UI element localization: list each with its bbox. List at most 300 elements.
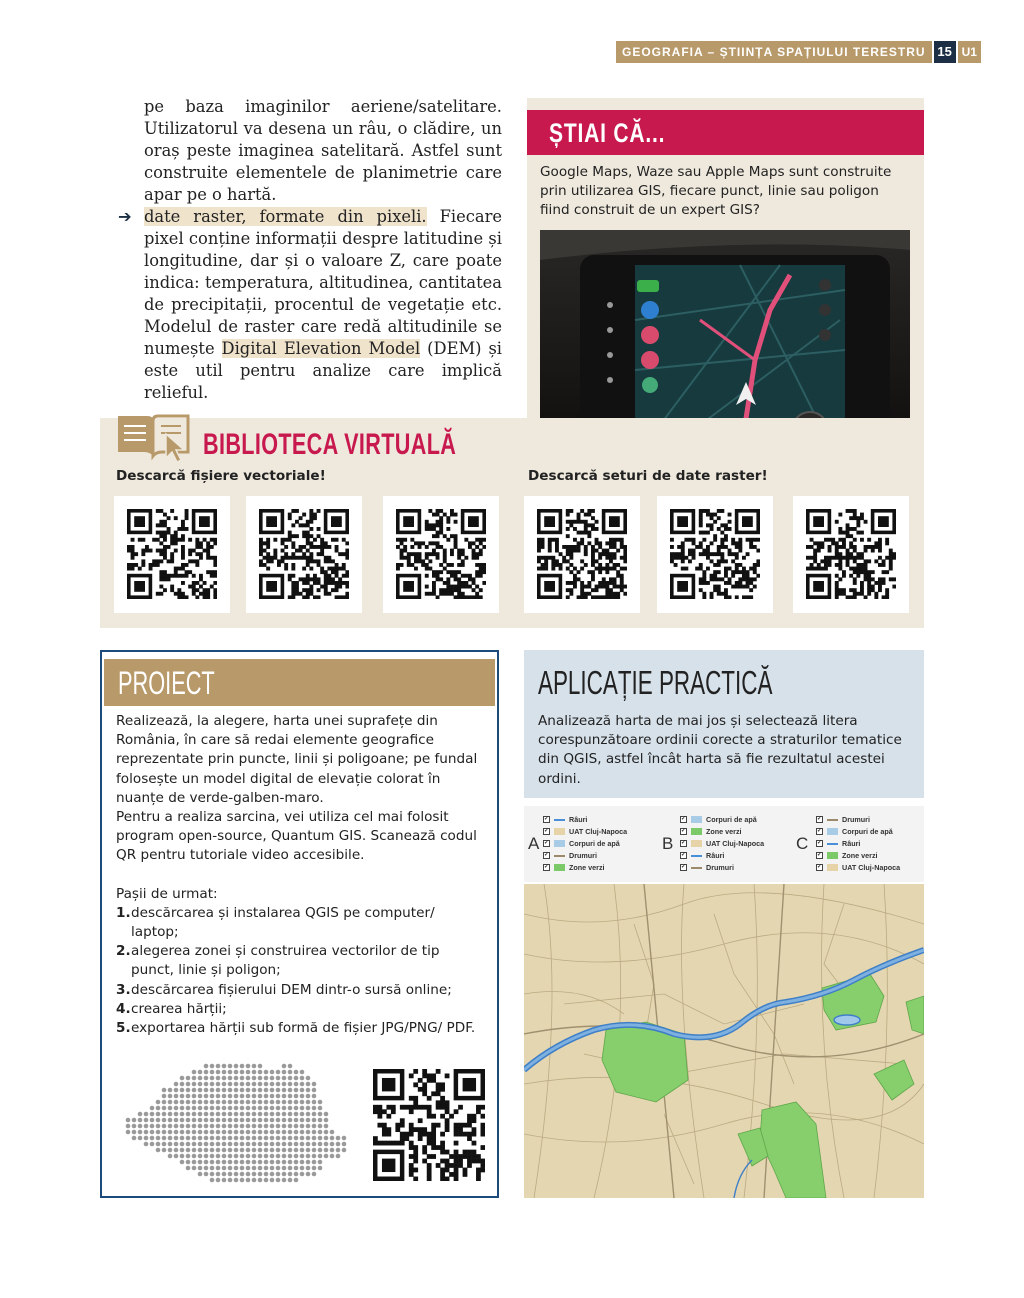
map-dot <box>282 1094 287 1099</box>
map-dot <box>246 1112 251 1117</box>
map-dot <box>246 1148 251 1153</box>
map-dot <box>282 1118 287 1123</box>
map-dot <box>216 1130 221 1135</box>
map-dot <box>210 1082 215 1087</box>
map-dot <box>288 1100 293 1105</box>
raster-text: Fiecare pixel conține informații despre latitudine și longitudine, dar și o valoare Z, care poate indica: temperatura, altitudinea, cantitatea de precipitații, procentul de vegetație etc. Modelul de raster care redă altitudinile se numește <box>144 207 502 358</box>
map-dot <box>216 1106 221 1111</box>
map-dot <box>216 1142 221 1147</box>
map-dot <box>288 1148 293 1153</box>
layer-entry <box>816 838 860 849</box>
map-dot <box>306 1094 311 1099</box>
map-dot <box>264 1118 269 1123</box>
map-dot <box>258 1130 263 1135</box>
map-dot <box>294 1094 299 1099</box>
map-dot <box>288 1172 293 1177</box>
map-dot <box>264 1142 269 1147</box>
map-dot <box>312 1172 317 1177</box>
map-dot <box>228 1100 233 1105</box>
map-dot <box>234 1172 239 1177</box>
map-dot <box>168 1124 173 1129</box>
map-dot <box>162 1124 167 1129</box>
project-text <box>116 712 486 1038</box>
map-dot <box>204 1130 209 1135</box>
map-dot <box>174 1154 179 1159</box>
map-dot <box>186 1082 191 1087</box>
practical-application-text: Analizează harta de mai jos și selectează litera corespunzătoare ordinii corecte a straturilor tematice din QGIS, astfel încât harta să fie rezultatul acestei ordini. <box>538 713 902 787</box>
map-dot <box>300 1094 305 1099</box>
map-dot <box>324 1124 329 1129</box>
map-dot <box>252 1076 257 1081</box>
map-dot <box>240 1064 245 1069</box>
layer-symbol-icon <box>827 819 838 821</box>
qr-code-raster-3[interactable] <box>793 496 909 613</box>
map-dot <box>228 1082 233 1087</box>
map-dot <box>180 1076 185 1081</box>
map-dot <box>270 1118 275 1123</box>
map-dot <box>276 1076 281 1081</box>
map-dot <box>210 1124 215 1129</box>
practical-application-title: APLICAȚIE PRACTICĂ <box>538 664 773 701</box>
did-you-know-title: ȘTIAI CĂ... <box>549 118 666 148</box>
map-dot <box>318 1130 323 1135</box>
map-dot <box>252 1160 257 1165</box>
map-dot <box>228 1106 233 1111</box>
map-dot <box>168 1112 173 1117</box>
checkbox-icon: ✓ <box>544 864 550 870</box>
map-dot <box>312 1088 317 1093</box>
map-dot <box>276 1118 281 1123</box>
map-dot <box>288 1088 293 1093</box>
layer-name: Drumuri <box>842 815 870 824</box>
map-dot <box>240 1178 245 1183</box>
map-dot <box>306 1100 311 1105</box>
map-dot <box>258 1100 263 1105</box>
map-dot <box>150 1124 155 1129</box>
map-dot <box>210 1160 215 1165</box>
map-dot <box>198 1118 203 1123</box>
layer-symbol-icon <box>827 864 838 871</box>
map-dot <box>192 1112 197 1117</box>
map-dot <box>150 1130 155 1135</box>
map-dot <box>342 1136 347 1141</box>
map-dot <box>282 1160 287 1165</box>
map-dot <box>210 1118 215 1123</box>
map-dot <box>192 1154 197 1159</box>
map-dot <box>252 1064 257 1069</box>
map-dot <box>246 1178 251 1183</box>
map-dot <box>210 1112 215 1117</box>
map-dot <box>276 1178 281 1183</box>
map-dot <box>270 1136 275 1141</box>
map-dot <box>234 1124 239 1129</box>
map-dot <box>324 1136 329 1141</box>
map-dot <box>306 1124 311 1129</box>
map-dot <box>228 1172 233 1177</box>
map-dot <box>270 1124 275 1129</box>
map-dot <box>264 1076 269 1081</box>
map-dot <box>300 1136 305 1141</box>
raster-bullet <box>118 206 502 404</box>
map-dot <box>210 1076 215 1081</box>
map-dot <box>168 1142 173 1147</box>
map-dot <box>294 1178 299 1183</box>
map-dot <box>180 1154 185 1159</box>
map-dot <box>234 1160 239 1165</box>
map-dot <box>210 1172 215 1177</box>
step-text: crearea hărții; <box>131 1000 227 1017</box>
raster-highlight: date raster, formate din pixeli. <box>144 207 427 226</box>
map-dot <box>312 1166 317 1171</box>
qr-code-vector-1[interactable] <box>114 496 230 613</box>
layer-name: Drumuri <box>706 863 734 872</box>
layer-symbol-icon <box>554 828 565 835</box>
map-dot <box>186 1112 191 1117</box>
map-dot <box>174 1148 179 1153</box>
map-dot <box>252 1154 257 1159</box>
map-dot <box>312 1118 317 1123</box>
cluj-napoca-map <box>524 884 924 1198</box>
map-dot <box>246 1118 251 1123</box>
layer-name: Corpuri de apă <box>569 839 620 848</box>
map-dot <box>336 1136 341 1141</box>
map-dot <box>204 1160 209 1165</box>
map-dot <box>222 1124 227 1129</box>
map-dot <box>270 1154 275 1159</box>
map-dot <box>276 1154 281 1159</box>
map-dot <box>204 1112 209 1117</box>
step-number: 2. <box>116 943 131 960</box>
map-dot <box>294 1076 299 1081</box>
map-dot <box>216 1136 221 1141</box>
map-dot <box>252 1124 257 1129</box>
qr-code-tutorial[interactable] <box>373 1069 485 1181</box>
map-dot <box>192 1148 197 1153</box>
map-dot <box>282 1142 287 1147</box>
map-dot <box>168 1094 173 1099</box>
map-dot <box>276 1082 281 1087</box>
map-dot <box>186 1166 191 1171</box>
map-dot <box>294 1106 299 1111</box>
map-dot <box>228 1070 233 1075</box>
map-dot <box>294 1160 299 1165</box>
layer-entry <box>816 826 893 837</box>
map-dot <box>252 1148 257 1153</box>
map-dot <box>198 1100 203 1105</box>
map-dot <box>312 1142 317 1147</box>
map-dot <box>186 1154 191 1159</box>
map-dot <box>228 1076 233 1081</box>
map-dot <box>204 1082 209 1087</box>
map-dot <box>312 1082 317 1087</box>
layer-entry <box>680 838 764 849</box>
map-dot <box>162 1118 167 1123</box>
map-dot <box>138 1136 143 1141</box>
layer-entry <box>680 826 742 837</box>
map-dot <box>228 1136 233 1141</box>
map-dot <box>252 1178 257 1183</box>
map-dot <box>264 1100 269 1105</box>
map-dot <box>240 1166 245 1171</box>
map-dot <box>150 1136 155 1141</box>
map-dot <box>306 1148 311 1153</box>
map-dot <box>204 1154 209 1159</box>
checkbox-icon: ✓ <box>681 864 687 870</box>
qr-code-raster-2[interactable] <box>657 496 773 613</box>
map-dot <box>318 1160 323 1165</box>
map-dot <box>192 1124 197 1129</box>
map-dot <box>288 1112 293 1117</box>
map-dot <box>228 1148 233 1153</box>
map-dot <box>318 1118 323 1123</box>
layer-entry <box>680 862 734 873</box>
layer-name: Zone verzi <box>842 851 878 860</box>
map-dot <box>306 1160 311 1165</box>
map-dot <box>156 1100 161 1105</box>
map-dot <box>192 1136 197 1141</box>
map-dot <box>270 1106 275 1111</box>
map-dot <box>234 1112 239 1117</box>
map-dot <box>234 1118 239 1123</box>
romania-dot-map <box>118 1050 358 1194</box>
map-dot <box>198 1172 203 1177</box>
map-dot <box>276 1070 281 1075</box>
dem-text: (DEM) și este util pentru analize care implică relieful. <box>144 339 503 402</box>
map-dot <box>204 1172 209 1177</box>
map-dot <box>216 1118 221 1123</box>
map-dot <box>228 1118 233 1123</box>
layer-name: Drumuri <box>569 851 597 860</box>
map-dot <box>174 1124 179 1129</box>
layer-name: UAT Cluj-Napoca <box>706 839 765 848</box>
map-dot <box>228 1088 233 1093</box>
map-dot <box>210 1106 215 1111</box>
map-dot <box>168 1130 173 1135</box>
map-dot <box>234 1070 239 1075</box>
qr-code-raster-1[interactable] <box>524 496 640 613</box>
map-dot <box>174 1100 179 1105</box>
map-dot <box>300 1082 305 1087</box>
map-dot <box>288 1070 293 1075</box>
map-dot <box>234 1088 239 1093</box>
layer-entry <box>543 826 627 837</box>
map-dot <box>264 1130 269 1135</box>
map-dot <box>246 1106 251 1111</box>
map-dot <box>156 1142 161 1147</box>
map-dot <box>318 1136 323 1141</box>
map-dot <box>186 1094 191 1099</box>
running-header <box>616 41 981 63</box>
map-dot <box>264 1094 269 1099</box>
map-dot <box>222 1136 227 1141</box>
layer-name: Zone verzi <box>706 827 742 836</box>
map-dot <box>300 1172 305 1177</box>
map-dot <box>294 1142 299 1147</box>
option-letter[interactable]: B <box>662 834 674 853</box>
layer-entry <box>816 850 878 861</box>
map-dot <box>258 1154 263 1159</box>
step-text: alegerea zonei și construirea vectorilor de tip punct, linie și poligon; <box>131 943 440 979</box>
map-dot <box>246 1094 251 1099</box>
map-dot <box>132 1124 137 1129</box>
map-dot <box>252 1100 257 1105</box>
arrow-icon: ➔ <box>118 207 132 226</box>
map-dot <box>240 1112 245 1117</box>
map-dot <box>186 1100 191 1105</box>
map-dot <box>306 1172 311 1177</box>
map-dot <box>276 1172 281 1177</box>
map-dot <box>240 1136 245 1141</box>
map-dot <box>210 1094 215 1099</box>
map-dot <box>192 1118 197 1123</box>
map-dot <box>138 1124 143 1129</box>
map-dot <box>174 1106 179 1111</box>
map-dot <box>252 1070 257 1075</box>
map-dot <box>240 1160 245 1165</box>
map-dot <box>174 1082 179 1087</box>
map-dot <box>276 1136 281 1141</box>
map-dot <box>156 1118 161 1123</box>
map-dot <box>246 1088 251 1093</box>
map-dot <box>234 1106 239 1111</box>
map-dot <box>312 1136 317 1141</box>
map-dot <box>162 1112 167 1117</box>
map-dot <box>168 1136 173 1141</box>
map-dot <box>180 1130 185 1135</box>
qr-code-vector-2[interactable] <box>246 496 362 613</box>
map-dot <box>228 1094 233 1099</box>
map-dot <box>306 1136 311 1141</box>
map-dot <box>174 1094 179 1099</box>
spacer <box>116 866 486 885</box>
map-dot <box>186 1076 191 1081</box>
map-dot <box>276 1100 281 1105</box>
map-dot <box>276 1148 281 1153</box>
layer-entry <box>543 814 587 825</box>
map-dot <box>270 1094 275 1099</box>
map-dot <box>222 1154 227 1159</box>
map-dot <box>234 1154 239 1159</box>
map-dot <box>234 1100 239 1105</box>
map-dot <box>216 1172 221 1177</box>
map-dot <box>318 1124 323 1129</box>
map-dot <box>156 1106 161 1111</box>
map-dot <box>282 1088 287 1093</box>
option-letter[interactable]: A <box>528 834 540 853</box>
map-dot <box>222 1112 227 1117</box>
map-dot <box>282 1112 287 1117</box>
checkbox-icon: ✓ <box>681 816 687 822</box>
map-dot <box>174 1142 179 1147</box>
map-dot <box>246 1154 251 1159</box>
map-dot <box>222 1064 227 1069</box>
map-dot <box>204 1136 209 1141</box>
map-dot <box>126 1130 131 1135</box>
map-dot <box>312 1130 317 1135</box>
project-title: PROIECT <box>118 665 215 701</box>
layer-entry <box>543 850 597 861</box>
map-dot <box>276 1160 281 1165</box>
map-dot <box>288 1178 293 1183</box>
map-dot <box>210 1070 215 1075</box>
map-dot <box>294 1088 299 1093</box>
map-dot <box>300 1148 305 1153</box>
map-dot <box>258 1082 263 1087</box>
map-dot <box>246 1082 251 1087</box>
checkbox-icon: ✓ <box>544 816 550 822</box>
map-dot <box>258 1178 263 1183</box>
map-dot <box>330 1154 335 1159</box>
checkbox-icon: ✓ <box>681 852 687 858</box>
map-dot <box>330 1148 335 1153</box>
map-dot <box>288 1154 293 1159</box>
map-dot <box>258 1160 263 1165</box>
layer-entry <box>680 814 757 825</box>
map-dot <box>258 1106 263 1111</box>
map-dot <box>264 1124 269 1129</box>
map-dot <box>132 1136 137 1141</box>
map-dot <box>336 1142 341 1147</box>
map-dot <box>222 1178 227 1183</box>
map-dot <box>270 1112 275 1117</box>
map-dot <box>198 1160 203 1165</box>
layer-entry <box>816 862 900 873</box>
map-dot <box>216 1178 221 1183</box>
map-dot <box>288 1136 293 1141</box>
map-dot <box>300 1070 305 1075</box>
map-dot <box>156 1136 161 1141</box>
map-dot <box>264 1178 269 1183</box>
map-dot <box>300 1130 305 1135</box>
map-dot <box>282 1076 287 1081</box>
map-dot <box>246 1142 251 1147</box>
map-dot <box>282 1070 287 1075</box>
map-dot <box>324 1130 329 1135</box>
qr-code-vector-3[interactable] <box>383 496 499 613</box>
layer-name: UAT Cluj-Napoca <box>842 863 901 872</box>
map-dot <box>228 1112 233 1117</box>
map-dot <box>252 1106 257 1111</box>
map-dot <box>252 1094 257 1099</box>
map-dot <box>222 1142 227 1147</box>
map-dot <box>264 1136 269 1141</box>
map-dot <box>252 1142 257 1147</box>
virtual-library-title: BIBLIOTECA VIRTUALĂ <box>203 428 457 461</box>
map-dot <box>258 1064 263 1069</box>
layer-entry <box>543 838 620 849</box>
steps-list <box>116 904 486 1038</box>
map-dot <box>162 1094 167 1099</box>
map-dot <box>168 1148 173 1153</box>
map-dot <box>324 1148 329 1153</box>
map-dot <box>216 1094 221 1099</box>
map-dot <box>186 1106 191 1111</box>
map-dot <box>210 1178 215 1183</box>
map-dot <box>306 1142 311 1147</box>
option-letter[interactable]: C <box>796 834 809 853</box>
map-dot <box>264 1070 269 1075</box>
map-dot <box>222 1094 227 1099</box>
map-dot <box>192 1166 197 1171</box>
map-dot <box>288 1082 293 1087</box>
map-dot <box>186 1124 191 1129</box>
map-dot <box>294 1154 299 1159</box>
map-dot <box>192 1082 197 1087</box>
map-dot <box>264 1166 269 1171</box>
layer-symbol-icon <box>691 828 702 835</box>
map-dot <box>198 1088 203 1093</box>
map-dot <box>240 1148 245 1153</box>
